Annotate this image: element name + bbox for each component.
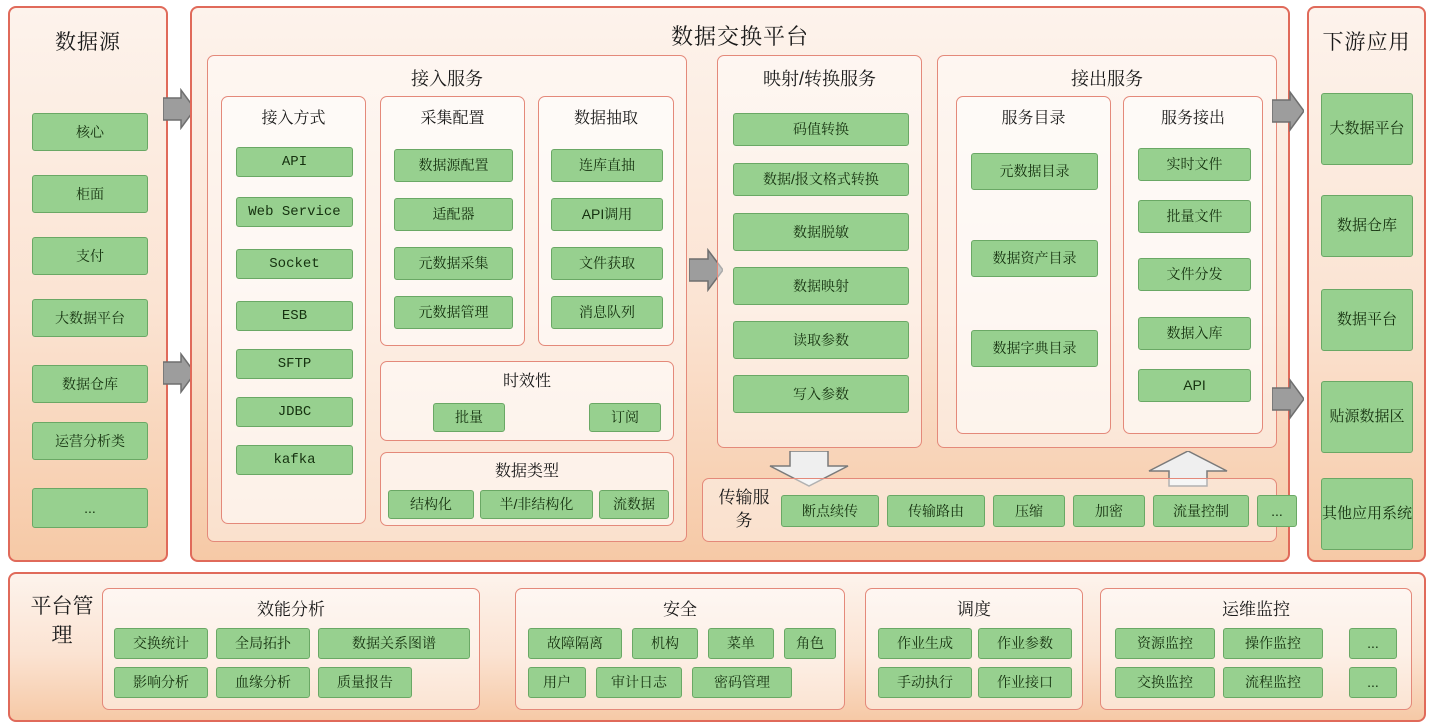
efficiency-analysis-item[interactable]: 血缘分析 [216,667,310,698]
transport-service-title: 传输服务 [718,488,770,530]
efficiency-analysis-title: 效能分析 [257,600,325,619]
access-method-item[interactable]: Socket [236,249,353,279]
collection-config-item[interactable]: 元数据采集 [394,247,513,280]
collection-config-group [380,96,525,346]
security-item[interactable]: 用户 [528,667,586,698]
data-source-item[interactable]: 支付 [32,237,148,275]
transport-service-item[interactable]: 断点续传 [781,495,879,527]
mapping-service-item[interactable]: 写入参数 [733,375,909,413]
transport-service-item[interactable]: 加密 [1073,495,1145,527]
service-output-item[interactable]: API [1138,369,1251,402]
transport-service-item[interactable]: 传输路由 [887,495,985,527]
service-output-item[interactable]: 文件分发 [1138,258,1251,291]
transport-service-group [702,478,1283,542]
operation-monitoring-item[interactable]: 流程监控 [1223,667,1323,698]
platform-management-panel [8,572,1426,722]
scheduling-item[interactable]: 作业接口 [978,667,1072,698]
security-item[interactable]: 故障隔离 [528,628,622,659]
access-service-title: 接入服务 [411,69,483,89]
data-extraction-item[interactable]: 文件获取 [551,247,663,280]
mapping-service-group [717,55,922,448]
mapping-service-title: 映射/转换服务 [762,69,876,89]
service-catalog-item[interactable]: 数据字典目录 [971,330,1098,367]
efficiency-analysis-item[interactable]: 影响分析 [114,667,208,698]
collection-config-title: 采集配置 [420,110,485,127]
security-item[interactable]: 菜单 [708,628,774,659]
efficiency-analysis-group [102,588,480,710]
efficiency-analysis-item[interactable]: 全局拓扑 [216,628,310,659]
access-method-group [221,96,366,524]
downstream-app-item[interactable]: 贴源数据区 [1321,381,1413,453]
operation-monitoring-item[interactable]: ... [1349,628,1397,659]
scheduling-group [865,588,1083,710]
service-output-item[interactable]: 数据入库 [1138,317,1251,350]
data-type-item[interactable]: 半/非结构化 [480,490,593,519]
access-method-title: 接入方式 [261,110,326,127]
operation-monitoring-group [1100,588,1412,710]
access-method-item[interactable]: ESB [236,301,353,331]
service-output-item[interactable]: 实时文件 [1138,148,1251,181]
operation-monitoring-item[interactable]: 资源监控 [1115,628,1215,659]
service-output-title: 服务接出 [1160,110,1225,127]
security-title: 安全 [663,600,697,619]
mapping-service-item[interactable]: 码值转换 [733,113,909,146]
output-service-group [937,55,1277,448]
access-service-group [207,55,687,542]
scheduling-title: 调度 [957,600,991,619]
mapping-service-item[interactable]: 读取参数 [733,321,909,359]
exchange-platform-title: 数据交换平台 [670,24,809,49]
data-extraction-item[interactable]: 消息队列 [551,296,663,329]
data-type-title: 数据类型 [494,463,559,480]
efficiency-analysis-item[interactable]: 质量报告 [318,667,412,698]
service-catalog-title: 服务目录 [1001,110,1066,127]
mapping-service-item[interactable]: 数据脱敏 [733,213,909,251]
data-extraction-item[interactable]: API调用 [551,198,663,231]
security-item[interactable]: 机构 [632,628,698,659]
efficiency-analysis-item[interactable]: 数据关系图谱 [318,628,470,659]
timeliness-item[interactable]: 订阅 [589,403,661,432]
data-type-item[interactable]: 流数据 [599,490,669,519]
data-type-item[interactable]: 结构化 [388,490,474,519]
downstream-app-title: 下游应用 [1322,31,1411,54]
operation-monitoring-title: 运维监控 [1222,600,1290,619]
service-catalog-group [956,96,1111,434]
data-source-title: 数据源 [55,31,121,54]
arrow-right-icon [1272,378,1304,420]
downstream-app-item[interactable]: 其他应用系统 [1321,478,1413,550]
data-source-item[interactable]: ... [32,488,148,528]
timeliness-title: 时效性 [502,373,551,390]
downstream-app-panel [1307,6,1426,562]
data-source-item[interactable]: 大数据平台 [32,299,148,337]
security-item[interactable]: 角色 [784,628,836,659]
data-extraction-group [538,96,674,346]
data-source-item[interactable]: 运营分析类 [32,422,148,460]
scheduling-item[interactable]: 作业生成 [878,628,972,659]
access-method-item[interactable]: JDBC [236,397,353,427]
collection-config-item[interactable]: 适配器 [394,198,513,231]
exchange-platform-panel [190,6,1290,562]
data-source-panel [8,6,168,562]
transport-service-item[interactable]: 流量控制 [1153,495,1249,527]
service-catalog-item[interactable]: 数据资产目录 [971,240,1098,277]
security-item[interactable]: 审计日志 [596,667,682,698]
data-extraction-title: 数据抽取 [573,110,638,127]
operation-monitoring-item[interactable]: 交换监控 [1115,667,1215,698]
platform-management-title: 平台管理 [30,595,94,648]
security-group [515,588,845,710]
output-service-title: 接出服务 [1071,69,1143,89]
mapping-service-item[interactable]: 数据/报文格式转换 [733,163,909,196]
access-method-item[interactable]: Web Service [236,197,353,227]
efficiency-analysis-item[interactable]: 交换统计 [114,628,208,659]
arrow-right-icon [1272,90,1304,132]
timeliness-group [380,361,674,441]
data-type-group [380,452,674,526]
service-output-group [1123,96,1263,434]
collection-config-item[interactable]: 元数据管理 [394,296,513,329]
downstream-app-item[interactable]: 大数据平台 [1321,93,1413,165]
mapping-service-item[interactable]: 数据映射 [733,267,909,305]
data-source-item[interactable]: 数据仓库 [32,365,148,403]
data-source-item[interactable]: 核心 [32,113,148,151]
data-source-item[interactable]: 柜面 [32,175,148,213]
collection-config-item[interactable]: 数据源配置 [394,149,513,182]
timeliness-item[interactable]: 批量 [433,403,505,432]
transport-service-item[interactable]: ... [1257,495,1297,527]
downstream-app-item[interactable]: 数据仓库 [1321,195,1413,257]
service-output-item[interactable]: 批量文件 [1138,200,1251,233]
transport-service-item[interactable]: 压缩 [993,495,1065,527]
scheduling-item[interactable]: 手动执行 [878,667,972,698]
data-extraction-item[interactable]: 连库直抽 [551,149,663,182]
security-item[interactable]: 密码管理 [692,667,792,698]
access-method-item[interactable]: SFTP [236,349,353,379]
access-method-item[interactable]: API [236,147,353,177]
access-method-item[interactable]: kafka [236,445,353,475]
scheduling-item[interactable]: 作业参数 [978,628,1072,659]
operation-monitoring-item[interactable]: 操作监控 [1223,628,1323,659]
service-catalog-item[interactable]: 元数据目录 [971,153,1098,190]
downstream-app-item[interactable]: 数据平台 [1321,289,1413,351]
operation-monitoring-item[interactable]: ... [1349,667,1397,698]
